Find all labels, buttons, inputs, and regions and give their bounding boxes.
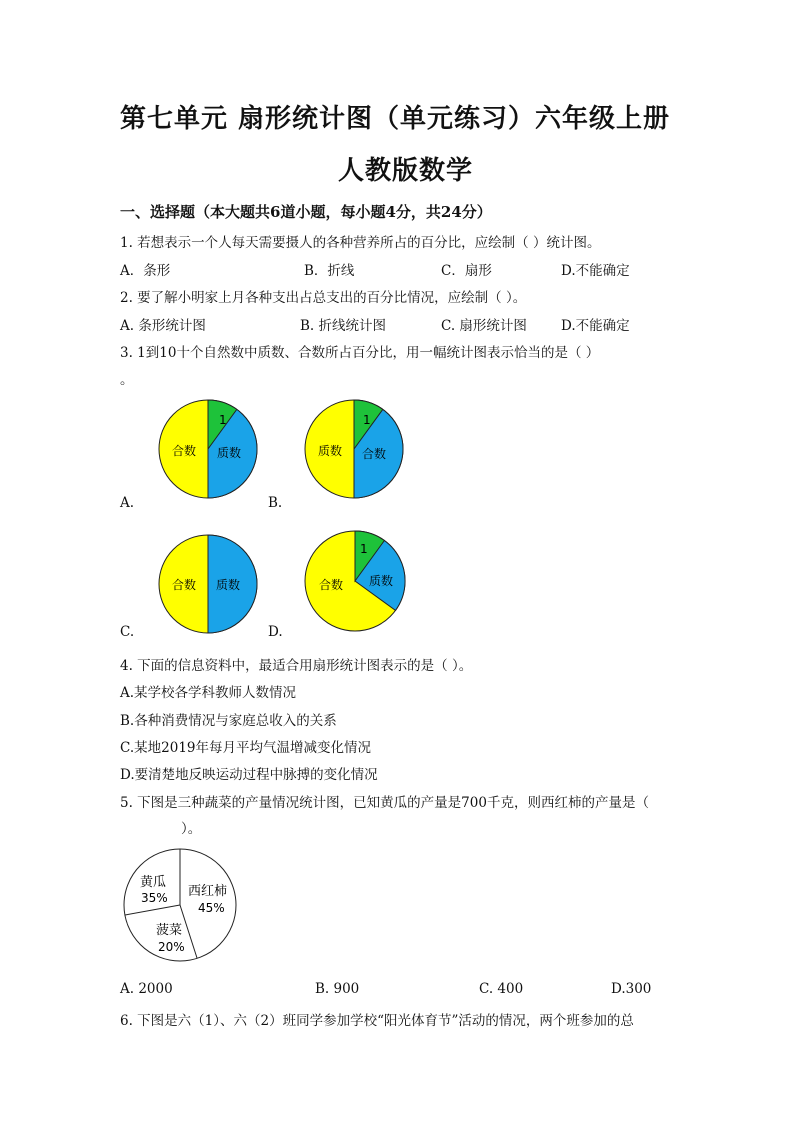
q4-option-a: A.某学校各学科教师人数情况 — [120, 685, 297, 701]
pie-d-one-label: 1 — [360, 542, 368, 556]
title-line-1: 第七单元 扇形统计图（单元练习）六年级上册 — [120, 104, 671, 134]
q3-label-d: D. — [268, 624, 283, 640]
title-line-2: 人教版数学 — [338, 156, 474, 186]
pie-c-composite-label: 合数 — [172, 578, 197, 592]
spinach-label: 菠菜 — [156, 923, 183, 938]
pie-b-composite-label: 合数 — [362, 447, 387, 461]
q3-label-b: B. — [268, 495, 283, 511]
q3-pie-d — [303, 529, 407, 633]
q2-option-b: B. 折线统计图 — [300, 318, 387, 334]
q5-option-a: A. 2000 — [120, 981, 173, 997]
cucumber-percent: 35% — [141, 891, 168, 905]
question-3: 3. 1到10十个自然数中质数、合数所占百分比，用一幅统计图表示恰当的是（ ） — [120, 345, 600, 361]
pie-b-prime-label: 质数 — [318, 444, 343, 458]
question-6: 6. 下图是六（1）、六（2）班同学参加学校“阳光体育节”活动的情况，两个班参加的总 — [120, 1013, 634, 1029]
cucumber-label: 黄瓜 — [140, 875, 167, 890]
section-heading: 一、选择题（本大题共6道小题，每小题4分，共24分） — [120, 203, 492, 221]
question-1: 1. 若想表示一个人每天需要摄人的各种营养所占的百分比，应绘制（ ）统计图。 — [120, 235, 601, 251]
q3-pie-a — [157, 398, 259, 500]
q1-option-c: C．扇形 — [441, 263, 492, 279]
q3-pie-b — [303, 398, 405, 500]
q5-option-b: B. 900 — [315, 981, 360, 997]
question-4: 4. 下面的信息资料中，最适合用扇形统计图表示的是（ ）。 — [120, 658, 473, 674]
q4-option-d: D.要清楚地反映运动过程中脉搏的变化情况 — [120, 767, 378, 783]
question-2: 2. 要了解小明家上月各种支出占总支出的百分比情况，应绘制（ ）。 — [120, 290, 527, 306]
pie-d-prime-label: 质数 — [369, 574, 394, 588]
pie-d-composite-label: 合数 — [319, 578, 344, 592]
spinach-percent: 20% — [158, 940, 185, 954]
tomato-label: 西红柿 — [188, 884, 228, 899]
question-5-tail: ）。 — [181, 821, 202, 837]
q2-option-c: C. 扇形统计图 — [441, 318, 527, 334]
pie-a-one-label: 1 — [219, 413, 227, 427]
q5-vegetable-pie — [120, 848, 242, 962]
q1-option-a: A．条形 — [120, 263, 171, 279]
q4-option-b: B.各种消费情况与家庭总收入的关系 — [120, 713, 337, 729]
q3-pie-c — [157, 533, 259, 635]
question-5: 5. 下图是三种蔬菜的产量情况统计图，已知黄瓜的产量是700千克，则西红柿的产量是（ — [120, 795, 649, 811]
q2-option-d: D.不能确定 — [561, 318, 630, 334]
q1-option-b: B．折线 — [304, 263, 355, 279]
q2-option-a: A. 条形统计图 — [120, 318, 206, 334]
q5-option-c: C. 400 — [479, 981, 524, 997]
pie-b-one-label: 1 — [363, 413, 371, 427]
q3-label-a: A. — [120, 495, 135, 511]
q5-option-d: D.300 — [611, 981, 652, 997]
q4-option-c: C.某地2019年每月平均气温增减变化情况 — [120, 740, 371, 756]
q3-label-c: C. — [120, 624, 135, 640]
tomato-percent: 45% — [198, 901, 225, 915]
pie-a-composite-label: 合数 — [172, 444, 197, 458]
question-3-tail: 。 — [120, 372, 134, 388]
q1-option-d: D.不能确定 — [561, 263, 630, 279]
pie-a-prime-label: 质数 — [217, 446, 242, 460]
pie-c-prime-label: 质数 — [216, 578, 241, 592]
